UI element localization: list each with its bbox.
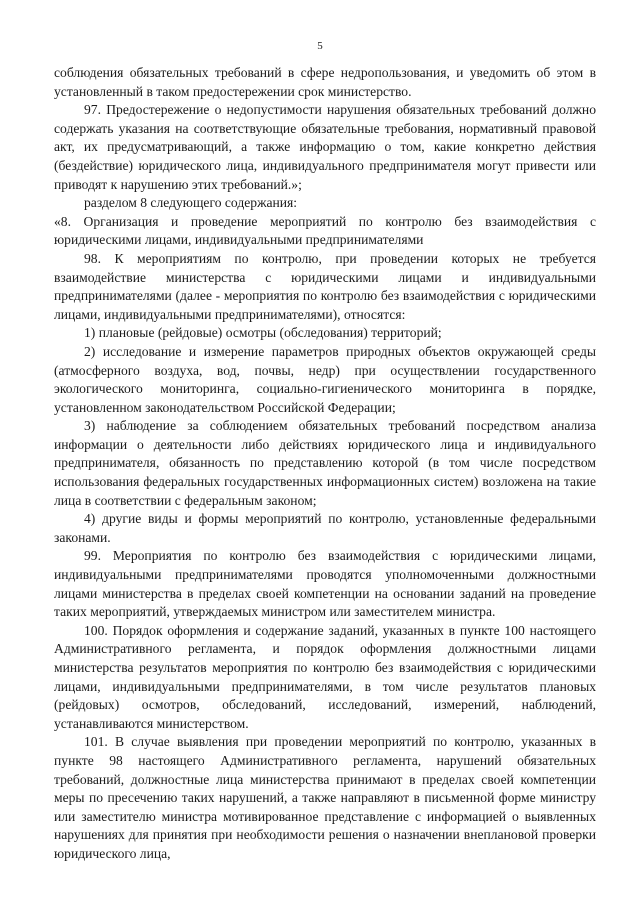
section-8-heading: «8. Организация и проведение мероприятий по контролю без взаимодействия с юридическими лицами, индивидуальными предпринимателями	[54, 213, 596, 248]
paragraph-100: 100. Порядок оформления и содержание заданий, указанных в пункте 100 настоящего Административного регламента, и порядок оформления должностными лицами министерства результатов мероприятия по контролю без взаимодействия с юридическими лицами, индивидуальными предпринимателями, в том числе результатов плановых (рейдовых) осмотров, обследований, исследований, измерений, наблюдений, устанавливаются министерством.	[54, 622, 596, 731]
paragraph-continuation: соблюдения обязательных требований в сфере недропользования, и уведомить об этом в установленный в таком предостережении срок министерство.	[54, 65, 596, 99]
paragraph-99: 99. Мероприятия по контролю без взаимодействия с юридическими лицами, индивидуальными предпринимателями проводятся уполномоченными должностными лицами министерства в пределах своей компетенции на основании заданий на проведение таких мероприятий, утверждаемых министром или заместителем министра.	[54, 548, 596, 620]
paragraph-97: 97. Предостережение о недопустимости нарушения обязательных требований должно содержать указания на соответствующие обязательные требования, нормативный правовой акт, их предусматривающий, а также информацию о том, какие конкретно действия (бездействие) юридического лица, индивидуального предпринимателя могут привести или приводят к нарушению этих требований.»;	[54, 102, 596, 192]
list-item-4: 4) другие виды и формы мероприятий по контролю, установленные федеральными законами.	[54, 511, 596, 545]
list-item-3: 3) наблюдение за соблюдением обязательных требований посредством анализа информации о деятельности либо действиях юридического лица и индивидуального предпринимателя, обязанность по представлению которой (в том числе посредством использования федеральных государственных информационных систем) возложена на такие лица в соответствии с федеральным законом;	[54, 418, 596, 508]
paragraph-98: 98. К мероприятиям по контролю, при проведении которых не требуется взаимодействие министерства с юридическими лицами и индивидуальными предпринимателями (далее - мероприятия по контролю без взаимодействия с юридическими лицами, индивидуальными предпринимателями), относятся:	[54, 250, 596, 322]
list-item-1: 1) плановые (рейдовые) осмотры (обследования) территорий;	[84, 325, 442, 341]
list-item-2: 2) исследование и измерение параметров природных объектов окружающей среды (атмосферного воздуха, вод, почвы, недр) при осуществлении государственного экологического мониторинга, социально-гигиенического мониторинга в порядке, установленном законодательством Российской Федерации;	[54, 343, 596, 415]
paragraph-101: 101. В случае выявления при проведении мероприятий по контролю, указанных в пункте 98 настоящего Административного регламента, нарушений обязательных требований, должностные лица министерства принимают в пределах своей компетенции меры по пресечению таких нарушений, а также направляют в письменной форме министру или заместителю министра мотивированное представление с информацией о выявленных нарушениях для принятия при необходимости решения о назначении внеплановой проверки юридического лица,	[54, 734, 596, 861]
paragraph-section-8-intro: разделом 8 следующего содержания:	[84, 195, 298, 211]
page-number: 5	[317, 40, 323, 52]
document-body	[54, 64, 596, 864]
